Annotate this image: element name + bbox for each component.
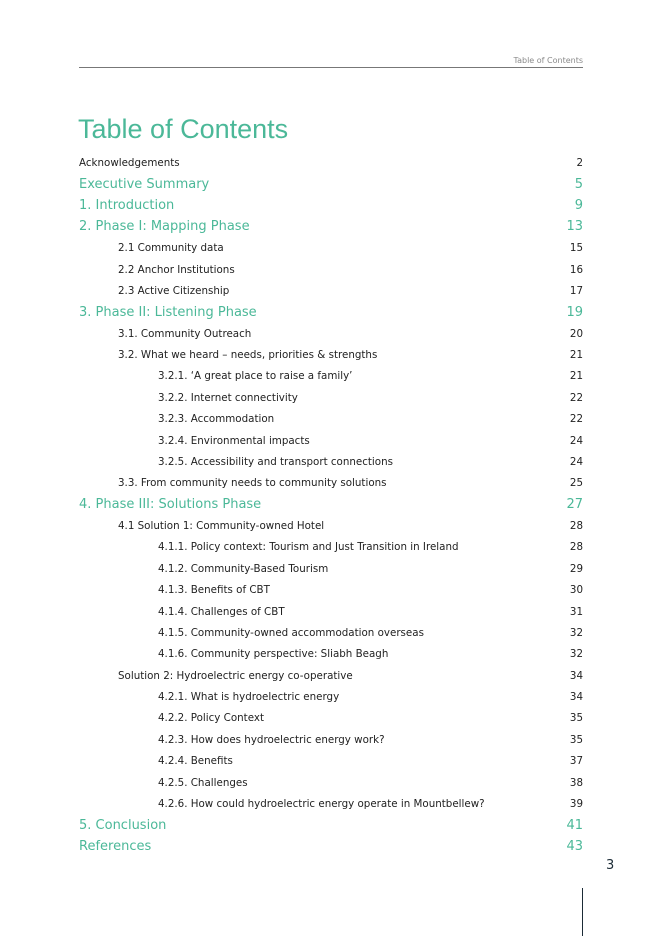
toc-entry[interactable] [79, 644, 583, 665]
toc-entry[interactable] [79, 772, 583, 793]
toc-entry[interactable] [79, 665, 583, 686]
toc-entry-page: 43 [566, 839, 583, 855]
toc-entry-title: Executive Summary [79, 176, 210, 192]
toc-entry-title: 3.2.4. Environmental impacts [158, 434, 310, 447]
toc-entry[interactable] [79, 216, 583, 237]
toc-entry-page: 34 [569, 669, 583, 682]
toc-entry-page: 20 [569, 327, 583, 340]
toc-entry-title: 4.1.6. Community perspective: Sliabh Beagh [158, 648, 389, 661]
toc-entry[interactable] [79, 537, 583, 558]
toc-entry-title: 4.1.4. Challenges of CBT [158, 605, 285, 618]
toc-entry-title: 3.2. What we heard – needs, priorities & strengths [118, 349, 378, 362]
page-number: 3 [606, 858, 615, 873]
toc-entry[interactable] [79, 409, 583, 430]
toc-entry[interactable] [79, 302, 583, 323]
toc-entry-page: 37 [569, 755, 583, 768]
toc-entry-page: 24 [569, 455, 583, 468]
toc-entry-page: 29 [569, 562, 583, 575]
toc-entry[interactable] [79, 451, 583, 472]
toc-entry-page: 9 [574, 197, 583, 213]
toc-entry-title: 4.1 Solution 1: Community-owned Hotel [118, 520, 325, 533]
toc-entry-page: 22 [569, 391, 583, 404]
toc-entry-title: 4. Phase III: Solutions Phase [79, 497, 262, 513]
toc-entry-title: 4.1.3. Benefits of CBT [158, 584, 270, 597]
toc-entry-title: 2. Phase I: Mapping Phase [79, 219, 250, 235]
toc-entry-page: 35 [569, 712, 583, 725]
toc-entry[interactable] [79, 622, 583, 643]
toc-entry[interactable] [79, 259, 583, 280]
toc-entry-title: 4.1.1. Policy context: Tourism and Just Transition in Ireland [158, 541, 459, 554]
toc-entry-page: 21 [569, 370, 583, 383]
toc-entry[interactable] [79, 323, 583, 344]
toc-entry[interactable] [79, 686, 583, 707]
running-header: Table of Contents [513, 56, 583, 65]
toc-entry-title: 3.2.1. ‘A great place to raise a family’ [158, 370, 353, 383]
toc-entry-page: 13 [566, 219, 583, 235]
toc-entry[interactable] [79, 729, 583, 750]
toc-entry-title: 3.2.3. Accommodation [158, 413, 275, 426]
toc-entry[interactable] [79, 173, 583, 194]
toc-entry-page: 5 [574, 176, 583, 192]
toc-entry-title: Acknowledgements [79, 156, 180, 169]
toc-entry-page: 27 [566, 497, 583, 513]
toc-entry[interactable] [79, 387, 583, 408]
toc-entry[interactable] [79, 815, 583, 836]
toc-entry-page: 41 [566, 817, 583, 833]
footer-divider [582, 888, 583, 936]
toc-entry-title: 4.1.5. Community-owned accommodation overseas [158, 626, 424, 639]
page-title: Table of Contents [78, 114, 289, 144]
toc-entry[interactable] [79, 238, 583, 259]
toc-entry-page: 34 [569, 691, 583, 704]
toc-entry-title: 2.2 Anchor Institutions [118, 263, 235, 276]
toc-entry-title: 4.1.2. Community-Based Tourism [158, 562, 329, 575]
toc-entry-page: 17 [569, 284, 583, 297]
toc-entry-page: 38 [569, 776, 583, 789]
toc-entry-title: 3.1. Community Outreach [118, 327, 252, 340]
toc-entry-title: 3.3. From community needs to community solutions [118, 477, 387, 490]
toc-entry-page: 35 [569, 733, 583, 746]
toc-entry-page: 21 [569, 349, 583, 362]
toc-entry-title: 4.2.3. How does hydroelectric energy work? [158, 733, 385, 746]
toc-entry[interactable] [79, 558, 583, 579]
toc-entry-title: 4.2.6. How could hydroelectric energy operate in Mountbellew? [158, 797, 485, 810]
toc-entry-title: 5. Conclusion [79, 817, 167, 833]
toc-entry-title: 4.2.2. Policy Context [158, 712, 264, 725]
toc-entry-page: 2 [576, 156, 583, 169]
toc-entry[interactable] [79, 473, 583, 494]
toc-entry[interactable] [79, 366, 583, 387]
toc-entry[interactable] [79, 580, 583, 601]
toc-entry-title: References [79, 839, 152, 855]
toc-entry-page: 25 [569, 477, 583, 490]
toc-entry-page: 30 [569, 584, 583, 597]
toc-entry-page: 15 [569, 242, 583, 255]
toc-entry[interactable] [79, 836, 583, 857]
toc-entry-title: 2.1 Community data [118, 242, 224, 255]
toc-entry-title: 4.2.4. Benefits [158, 755, 233, 768]
toc-entry-title: 2.3 Active Citizenship [118, 284, 230, 297]
toc-entry-page: 32 [569, 626, 583, 639]
toc-entry-title: 4.2.1. What is hydroelectric energy [158, 691, 340, 704]
toc-entry[interactable] [79, 751, 583, 772]
toc-entry-page: 32 [569, 648, 583, 661]
table-of-contents [79, 152, 583, 857]
toc-entry[interactable] [79, 152, 583, 173]
toc-entry-page: 22 [569, 413, 583, 426]
header-divider [79, 67, 583, 68]
toc-entry-title: 3.2.5. Accessibility and transport connections [158, 455, 393, 468]
toc-entry-page: 31 [569, 605, 583, 618]
toc-entry-page: 28 [569, 541, 583, 554]
toc-entry[interactable] [79, 280, 583, 301]
toc-entry-page: 39 [569, 797, 583, 810]
toc-entry[interactable] [79, 494, 583, 515]
toc-entry[interactable] [79, 195, 583, 216]
toc-entry[interactable] [79, 344, 583, 365]
toc-entry-page: 19 [566, 304, 583, 320]
toc-entry-page: 16 [569, 263, 583, 276]
toc-entry-title: 1. Introduction [79, 197, 175, 213]
toc-entry-title: 4.2.5. Challenges [158, 776, 248, 789]
toc-entry[interactable] [79, 430, 583, 451]
toc-entry-page: 28 [569, 520, 583, 533]
toc-entry[interactable] [79, 601, 583, 622]
toc-entry-title: Solution 2: Hydroelectric energy co-operative [118, 669, 353, 682]
toc-entry[interactable] [79, 515, 583, 536]
toc-entry[interactable] [79, 708, 583, 729]
toc-entry-title: 3. Phase II: Listening Phase [79, 304, 257, 320]
toc-entry-title: 3.2.2. Internet connectivity [158, 391, 298, 404]
toc-entry[interactable] [79, 793, 583, 814]
toc-entry-page: 24 [569, 434, 583, 447]
